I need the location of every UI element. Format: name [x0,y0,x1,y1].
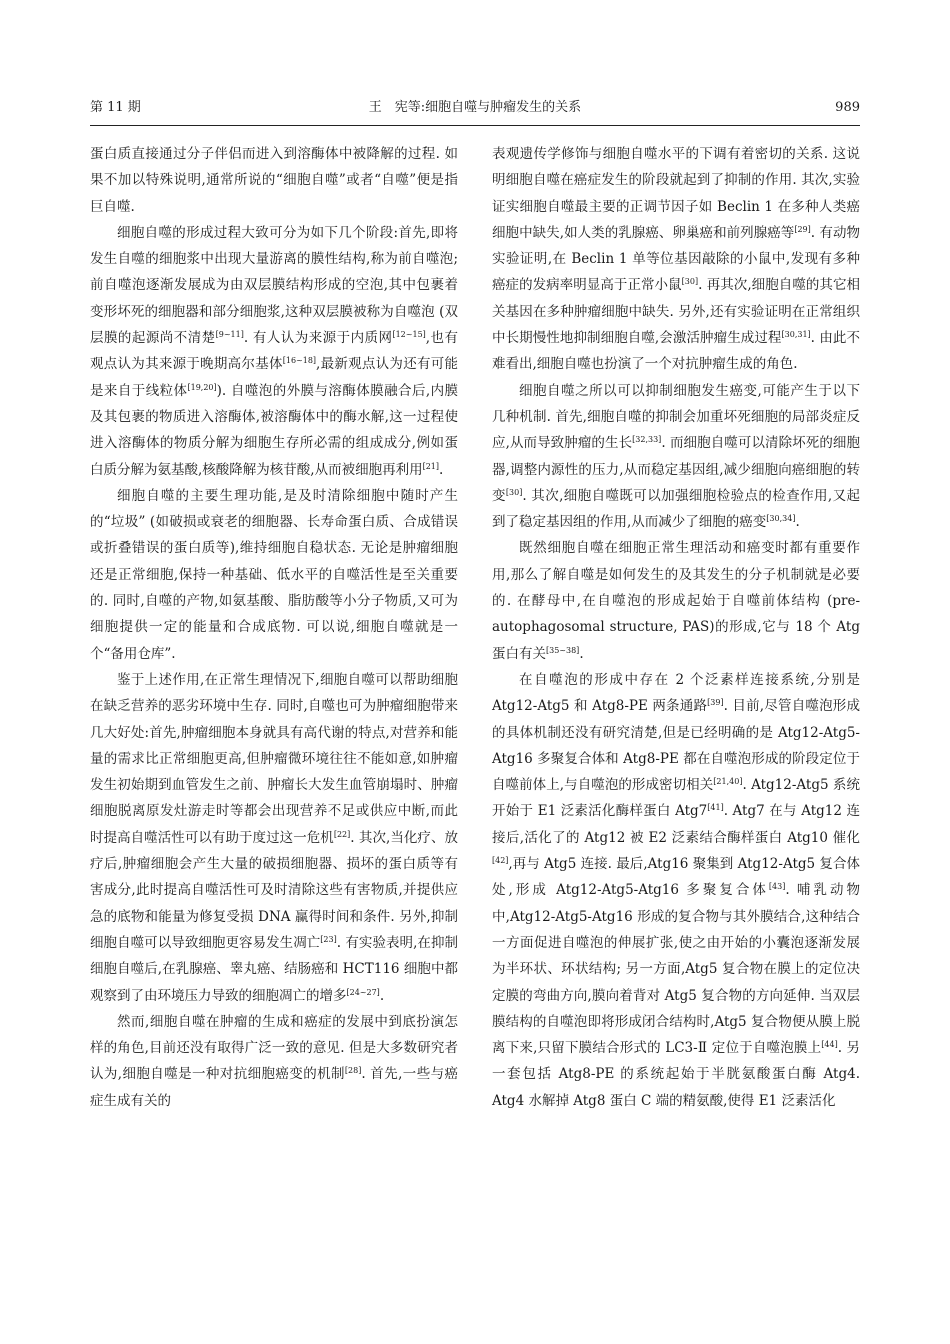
citation: [12~15] [392,330,426,340]
citation: [30,31] [781,330,811,340]
running-title: 王 宪等:细胞自噬与肿瘤发生的关系 [368,100,582,115]
citation: [28] [344,1066,362,1076]
citation: [30,34] [766,514,796,524]
citation: [30] [681,277,699,287]
running-header [90,96,860,120]
citation: [43] [768,882,786,892]
citation: [21,40] [713,777,743,787]
paragraph: 既然细胞自噬在细胞正常生理活动和癌变时都有重要作用,那么了解自噬是如何发生的及其发生的分子机制就是必要的. 在酵母中,在自噬泡的形成起始于自噬前体结构 (pre-autophagosomal structure, PAS)的形成,它与 18 个 Atg 蛋白有关[35~38]. [492,540,860,662]
paragraph: 细胞自噬的主要生理功能,是及时清除细胞中随时产生的“垃圾” (如破损或衰老的细胞器、长寿命蛋白质、合成错误或折叠错误的蛋白质等),维持细胞自稳状态. 无论是肿瘤细胞还是正常细胞,保持一种基础、低水平的自噬活性是至关重要的. 同时,自噬的产物,如氨基酸、脂肪酸等小分子物质,又可为细胞提供一定的能量和合成底物. 可以说,细胞自噬就是一个“备用仓库”. [90,487,458,662]
citation: [9~11] [215,330,244,340]
right-column [492,141,860,1114]
citation: [30] [505,487,523,497]
left-column [90,141,458,1114]
header-rule [90,125,860,126]
citation: [29] [794,224,811,234]
paragraph: 在自噬泡的形成中存在 2 个泛素样连接系统,分别是 Atg12-Atg5 和 Atg8-PE 两条通路[39]. 目前,尽管自噬泡形成的具体机制还没有研究清楚,但是已经明确的是 Atg12-Atg5-Atg16 多聚复合体和 Atg8-PE 都在自噬泡形成的阶段定位于自噬前体上,与自噬泡的形成密切相关[21,40]. Atg12-Atg5 系统开始于 E1 泛素活化酶样蛋白 Atg7[41]. Atg7 在与 Atg12 连接后,活化了的 Atg12 被 E2 泛素结合酶样蛋白 Atg10 催化[42],再与 Atg5 连接. 最后,Atg16 聚集到 Atg12-Atg5 复合体处,形成 Atg12-Atg5-Atg16 多聚复合体[43]. 哺乳动物中,Atg12-Atg5-Atg16 形成的复合物与其外膜结合,这种结合一方面促进自噬泡的伸展扩张,使之由开始的小囊泡逐渐发展为半环状、环状结构; 另一方面,Atg5 复合物在膜上的定位决定膜的弯曲方向,膜向着背对 Atg5 复合物的方向延伸. 当双层膜结构的自噬泡即将形成闭合结构时,Atg5 复合物便从膜上脱离下来,只留下膜结合形式的 LC3-Ⅱ 定位于自噬泡膜上[44]. 另一套包括 Atg8-PE 的系统起始于半胱氨酸蛋白酶 Atg4. Atg4 水解掉 Atg8 蛋白 C 端的精氨酸,使得 E1 泛素活化 [492,671,861,1109]
journal-issue: 第 11 期 [90,100,141,115]
citation: [16~18] [282,356,317,366]
paragraph: 细胞自噬之所以可以抑制细胞发生癌变,可能产生于以下几种机制. 首先,细胞自噬的抑制会加重坏死细胞的局部炎症反应,从而导致肿瘤的生长[32,33]. 而细胞自噬可以清除坏死的细胞器,调整内源性的压力,从而稳定基因组,减少细胞向癌细胞的转变[30]. 其次,细胞自噬既可以加强细胞检验点的检查作用,又起到了稳定基因组的作用,从而减少了细胞的癌变[30,34]. [492,382,860,531]
paragraph: 表观遗传学修饰与细胞自噬水平的下调有着密切的关系. 这说明细胞自噬在癌症发生的阶段就起到了抑制的作用. 其次,实验证实细胞自噬最主要的正调节因子如 Beclin 1 在多种人类癌细胞中缺失,如人类的乳腺癌、卵巢癌和前列腺癌等[29]. 有动物实验证明,在 Beclin 1 单等位基因敲除的小鼠中,发现有多种癌症的发病率明显高于正常小鼠[30]. 再其次,细胞自噬的其它相关基因在多种肿瘤细胞中缺失. 另外,还有实验证明在正常组织中长期慢性地抑制细胞自噬,会激活肿瘤生成过程[30,31]. 由此不难看出,细胞自噬也扮演了一个对抗肿瘤生成的角色. [492,146,861,373]
citation: [35~38] [546,645,580,655]
paragraph: 然而,细胞自噬在肿瘤的生成和癌症的发展中到底扮演怎样的角色,目前还没有取得广泛一致的意见. 但是大多数研究者认为,细胞自噬是一种对抗细胞癌变的机制[28]. 首先,一些与癌症生成有关的 [90,1013,459,1109]
citation: [39] [707,698,724,708]
citation: [24~27] [346,987,380,997]
citation: [22] [333,829,351,839]
citation: [23] [320,934,337,944]
paragraph: 细胞自噬的形成过程大致可分为如下几个阶段:首先,即将发生自噬的细胞浆中出现大量游离的膜性结构,称为前自噬泡;前自噬泡逐渐发展成为由双层膜结构形成的空泡,其中包裹着变形坏死的细胞器和部分细胞浆,这种双层膜被称为自噬泡 (双层膜的起源尚不清楚[9~11]. 有人认为来源于内质网[12~15],也有观点认为其来源于晚期高尔基体[16~18],最新观点认为还有可能是来自于线粒体[19,20]). 自噬泡的外膜与溶酶体膜融合后,内膜及其包裹的物质进入溶酶体,被溶酶体中的酶水解,这一过程使进入溶酶体的物质分解为细胞生存所必需的组成成分,例如蛋白质分解为氨基酸,核酸降解为核苷酸,从而被细胞再利用[21]. [90,224,459,478]
paragraph: 蛋白质直接通过分子伴侣而进入到溶酶体中被降解的过程. 如果不加以特殊说明,通常所说的“细胞自噬”或者“自噬”便是指巨自噬. [90,146,458,215]
page-number: 989 [835,100,860,115]
citation: [41] [707,803,724,813]
citation: [19,20] [187,382,217,392]
citation: [32,33] [632,435,662,445]
citation: [42] [492,856,509,866]
citation: [21] [422,461,440,471]
paragraph: 鉴于上述作用,在正常生理情况下,细胞自噬可以帮助细胞在缺乏营养的恶劣环境中生存. 同时,自噬也可为肿瘤细胞带来几大好处:首先,肿瘤细胞本身就具有高代谢的特点,对营养和能量的需求比正常细胞更高,但肿瘤微环境往往不能如意,如肿瘤发生初始期到血管发生之前、肿瘤长大发生血管崩塌时、肿瘤细胞脱离原发灶游走时等都会出现营养不足或供应中断,而此时提高自噬活性可以有助于度过这一危机[22]. 其次,当化疗、放疗后,肿瘤细胞会产生大量的破损细胞器、损坏的蛋白质等有害成分,此时提高自噬活性可及时清除这些有害物质,并提供应急的底物和能量为修复受损 DNA 赢得时间和条件. 另外,抑制细胞自噬可以导致细胞更容易发生凋亡[23]. 有实验表明,在抑制细胞自噬后,在乳腺癌、睾丸癌、结肠癌和 HCT116 细胞中都观察到了由环境压力导致的细胞凋亡的增多[24~27]. [90,671,459,1004]
citation: [44] [821,1040,838,1050]
